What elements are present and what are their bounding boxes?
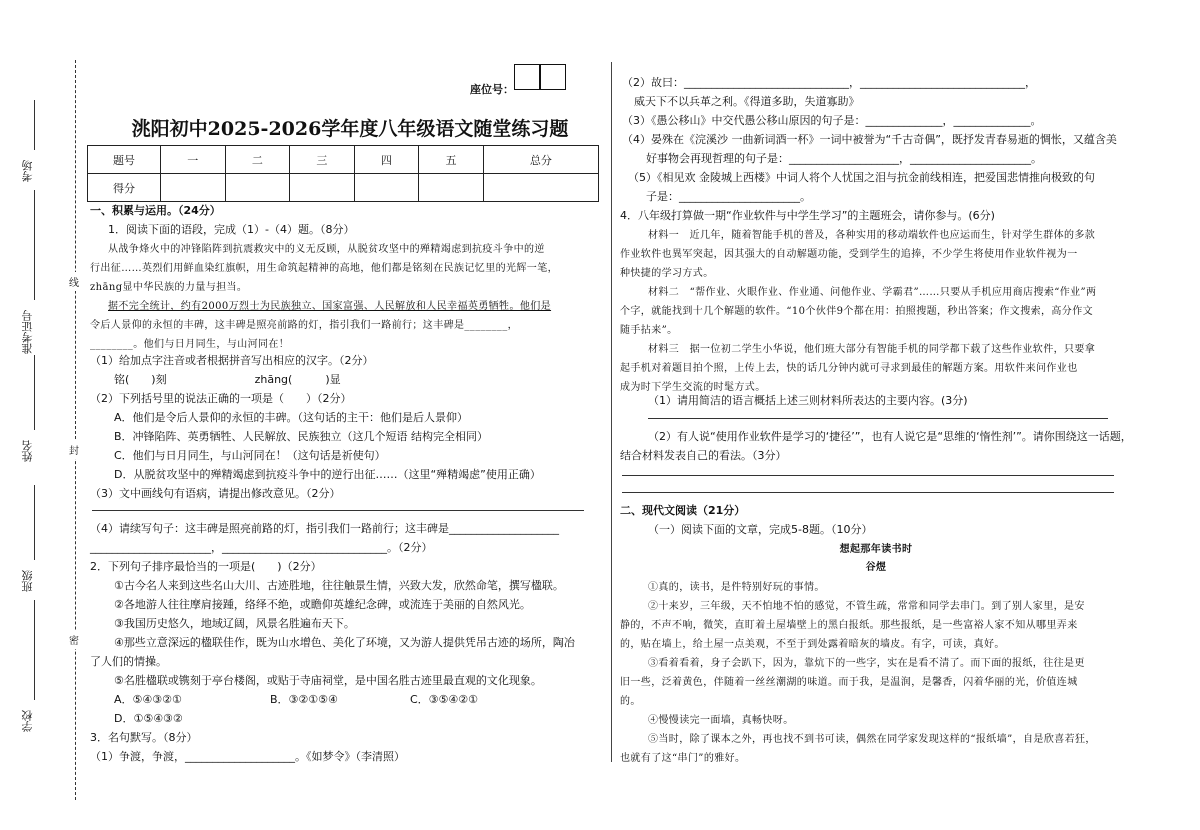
passage-line: zhāng显中华民族的力量与担当。: [90, 282, 248, 293]
material-3: 材料三 据一位初二学生小华说，他们班大部分有智能手机的同学都下载了这些作业软件，只要拿: [648, 344, 1096, 355]
option-d: D．从脱贫攻坚中的殚精竭虑到抗疫斗争中的逆行出征……（这里“殚精竭虑”使用正确）: [114, 468, 541, 481]
article-para: 静的，不声不响，微笑，直盯着土屋墙壁上的黑白报纸。那些报纸，是一些富裕人家不知从哪里弄来: [620, 620, 1078, 631]
score-table: [87, 145, 599, 202]
material-2: 材料二 “帮作业、火眼作业、作业通、问他作业、学霸君”……只要从手机应用商店搜索“作业”两: [648, 287, 1097, 298]
section-1-heading: 一、积累与运用。（24分）: [90, 204, 221, 217]
passage-line: 从战争烽火中的冲锋陷阵到抗震救灾中的义无反顾，从脱贫攻坚中的殚精竭虑到抗疫斗争中的逆: [108, 244, 545, 255]
option-a: A．他们是令后人景仰的永恒的丰碑。（这句话的主干：他们是后人景仰）: [114, 411, 469, 424]
answer-line[interactable]: [92, 510, 584, 511]
sentence-5: ⑤名胜楹联或镌刻于亭台楼阁，或贴于寺庙祠堂，是中国名胜古迹里最直观的文化现象。: [114, 674, 542, 687]
article-title: 想起那年读书时: [839, 544, 913, 555]
score-cell: 二: [225, 146, 290, 174]
q1-intro: 1．阅读下面的语段，完成（1）-（4）题。（8分）: [108, 223, 355, 236]
answer-line[interactable]: [648, 418, 1108, 419]
underlined-sentence: 据不完全统计，约有2000万烈士为民族独立、国家富强、人民解放和人民幸福英勇牺牲。他们是: [108, 301, 552, 312]
section-2-heading: 二、现代文阅读（21分）: [620, 504, 746, 517]
q4: 4．八年级打算做一期“作业软件与中学生学习”的主题班会，请你参与。(6分): [620, 209, 995, 222]
answer-line[interactable]: [622, 475, 1114, 476]
sentence-4: ④那些立意深远的楹联佳作，既为山水增色、美化了环境，又为游人提供凭吊古迹的场所，陶冶: [114, 636, 575, 649]
label-exam-room: 考场: [21, 160, 34, 182]
score-cell: 总分: [483, 146, 598, 174]
score-input-cell[interactable]: [419, 174, 484, 202]
q1-1-items: 铭( )刻 zhāng( )显: [114, 373, 341, 386]
article-para: ⑤当时，除了课本之外，再也找不到书可读，偶然在同学家发现这样的“报纸墙”，自是欣喜若狂，: [648, 734, 1096, 745]
field-line-ticket-number[interactable]: [34, 190, 35, 300]
seal-char-mi: 密: [69, 630, 79, 649]
field-line-exam-room[interactable]: [34, 100, 35, 150]
article-para: 的，贴在墙上，给土屋一点美观，不至于到处露着暗灰的墙皮。有字，可读，真好。: [620, 639, 1005, 650]
q4-2: （2）有人说“使用作业软件是学习的‘捷径’”，也有人说它是“思维的‘惰性剂’”。请你围绕这一话题，: [648, 430, 1132, 443]
article-para: 的。: [620, 696, 641, 707]
label-name: 姓名: [21, 440, 34, 462]
material-2: 随手拈来”。: [620, 325, 678, 336]
page-title: 洮阳初中2025-2026学年度八年级语文随堂练习题: [131, 118, 569, 140]
seat-box-1[interactable]: [514, 64, 540, 90]
sentence-2: ②各地游人往往摩肩接踵，络绎不绝，或瞻仰英雄纪念碑，或流连于美丽的自然风光。: [114, 598, 531, 611]
q1-1: （1）给加点字注音或者根据拼音写出相应的汉字。（2分）: [90, 354, 374, 367]
score-cell: 题号: [88, 146, 161, 174]
score-table-header-row: [88, 146, 599, 174]
field-line-name[interactable]: [34, 355, 35, 430]
material-3: 成为时下学生交流的时髦方式。: [620, 382, 766, 393]
score-input-cell[interactable]: [161, 174, 226, 202]
score-cell: 四: [354, 146, 419, 174]
section-2-1: （一）阅读下面的文章，完成5-8题。（10分）: [648, 523, 873, 536]
recite-4: （4）晏殊在《浣溪沙 一曲新词酒一杯》一词中被誉为“千古奇偶”，既抒发青春易逝的惆怅，又蕴含美: [622, 133, 1117, 146]
seat-label: 座位号：: [470, 83, 514, 96]
field-line-class[interactable]: [34, 485, 35, 560]
recite-5-cont: 子是：______________________。: [646, 190, 811, 203]
label-class: 班级: [21, 570, 34, 592]
recite-4-cont: 好事物会再现哲理的句子是：____________________，______________________。: [646, 152, 1042, 165]
article-para: ①真的，读书，是件特别好玩的事情。: [648, 582, 825, 593]
score-cell: 得分: [88, 174, 161, 202]
option-c: C．他们与日月同生，与山河同在！（这句话是祈使句）: [114, 449, 386, 462]
material-3: 起手机对着题目拍个照，上传上去，快的话几分钟内就可寻求到最佳的解题方案。用软件来问作业也: [620, 363, 1078, 374]
recite-3: （3）《愚公移山》中交代愚公移山原因的句子是：______________，______________。: [622, 114, 1042, 127]
article-para: ③看着看着，身子会趴下，因为，靠炕下的一些字，实在是看不清了。而下面的报纸，往往是更: [648, 658, 1085, 669]
seal-char-xian: 线: [69, 272, 79, 291]
score-cell: 三: [290, 146, 355, 174]
label-school: 学校: [21, 710, 34, 732]
material-2: 个字，就能找到十几个解题的软件。“10个伙伴9个都在用：拍照搜题，秒出答案；作文搜索，高分作文: [620, 306, 1093, 317]
answer-d: D．①⑤④③②: [114, 712, 183, 725]
score-cell: 五: [419, 146, 484, 174]
q1-4-line1: （4）请续写句子：这丰碑是照亮前路的灯，指引我们一路前行；这丰碑是____________________: [90, 522, 559, 535]
sentence-4-cont: 了人们的情操。: [90, 655, 167, 668]
article-para: ②十来岁，三年级，天不怕地不怕的感觉，不管生疏，常常和同学去串门。到了别人家里，是安: [648, 601, 1085, 612]
q4-2-cont: 结合材料发表自己的看法。（3分）: [620, 449, 787, 462]
score-input-cell[interactable]: [354, 174, 419, 202]
article-para: 也就有了这“串门”的雅好。: [620, 753, 746, 764]
score-input-cell[interactable]: [483, 174, 598, 202]
q4-1: （1）请用简洁的语言概括上述三则材料所表达的主要内容。(3分): [648, 394, 968, 407]
score-table-score-row: [88, 174, 599, 202]
field-line-school[interactable]: [34, 600, 35, 700]
material-1: 种快捷的学习方式。: [620, 268, 714, 279]
q3-1: （1）争渡，争渡，____________________。《如梦令》（李清照）: [90, 750, 405, 763]
score-cell: 一: [161, 146, 226, 174]
binding-dashed-line: [75, 60, 76, 800]
score-input-cell[interactable]: [225, 174, 290, 202]
passage-line: 令后人景仰的永恒的丰碑，这丰碑是照亮前路的灯，指引我们一路前行；这丰碑是________，: [90, 320, 518, 331]
answer-c: C．③⑤④②①: [410, 693, 478, 706]
q3: 3．名句默写。（8分）: [90, 731, 198, 744]
answer-line[interactable]: [622, 492, 1114, 493]
seat-box-2[interactable]: [540, 64, 566, 90]
recite-2-cont: 威天下不以兵革之利。《得道多助，失道寡助》: [634, 95, 860, 108]
q1-2: （2）下列括号里的说法正确的一项是（ ）（2分）: [90, 392, 352, 405]
sentence-1: ①古今名人来到这些名山大川、古迹胜地，往往触景生情，兴致大发，欣然命笔，撰写楹联。: [114, 579, 564, 592]
score-input-cell[interactable]: [290, 174, 355, 202]
sentence-3: ③我国历史悠久，地域辽阔，风景名胜遍布天下。: [114, 617, 355, 630]
column-divider: [611, 62, 612, 762]
label-ticket-number: 准考证号: [21, 310, 34, 354]
recite-2: （2）故曰：______________________________，______________________________，: [622, 76, 1036, 89]
passage-line: 行出征……英烈们用鲜血染红旗帜，用生命筑起精神的高地，他们都是铭刻在民族记忆里的光辉一笔，: [90, 263, 558, 274]
seal-char-feng: 封: [69, 440, 79, 459]
article-author: 谷煜: [865, 562, 887, 573]
article-para: 旧一些，泛着黄色，伴随着一丝丝潮湖的味道。而于我，是温润，是馨香，闪着华丽的光，价值连城: [620, 677, 1078, 688]
answer-b: B．③②①⑤④: [270, 693, 338, 706]
material-1: 作业软件也異军突起，因其强大的自动解题功能，受到学生的追捧，不少学生将使用作业软件视为一: [620, 249, 1078, 260]
article-para: ④慢慢读完一面墙，真畅快呀。: [648, 715, 794, 726]
passage-line: ________。他们与日月同生，与山河同在！: [90, 339, 290, 350]
material-1: 材料一 近几年，随着智能手机的普及，各种实用的移动端软件也应运而生，针对学生群体的多款: [648, 230, 1096, 241]
q1-4-line2: ______________________，______________________________。（2分）: [90, 541, 433, 554]
answer-a: A．⑤④③②①: [114, 693, 182, 706]
option-b: B．冲锋陷阵、英勇牺牲、人民解放、民族独立（这几个短语 结构完全相同）: [114, 430, 489, 443]
q1-3: （3）文中画线句有语病，请提出修改意见。（2分）: [90, 487, 341, 500]
recite-5: （5）《相见欢 金陵城上西楼》中词人将个人忧国之泪与抗金前线相连，把爱国悲情推向极致的句: [628, 171, 1095, 184]
q2: 2．下列句子排序最恰当的一项是( )（2分）: [90, 560, 322, 573]
